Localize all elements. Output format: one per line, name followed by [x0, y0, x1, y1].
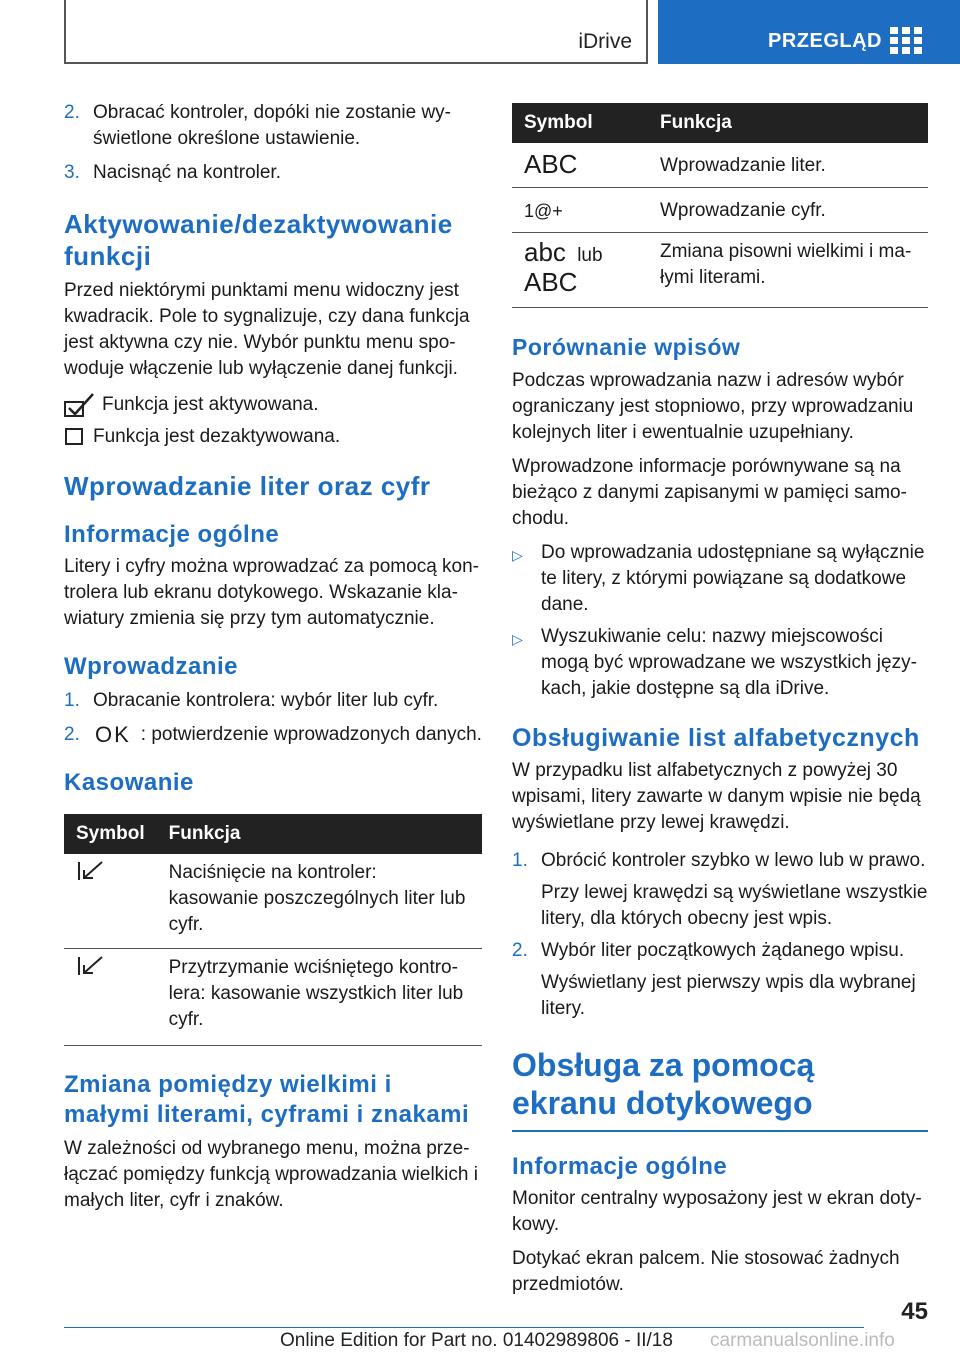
grid-icon	[890, 27, 922, 55]
inactive-label: Funkcja jest dezaktywowana.	[93, 426, 341, 447]
heading-wprowadzanie: Wprowadzanie	[64, 653, 239, 680]
page-number: 45	[901, 1298, 928, 1325]
checkbox-empty-icon	[64, 426, 86, 448]
list-item	[512, 938, 928, 964]
symbol-table	[512, 103, 928, 308]
table-header: Funkcja	[648, 103, 928, 143]
step-number: 1.	[512, 850, 528, 871]
list-item	[512, 540, 928, 618]
step-text: Wybór liter początkowych żądanego wpisu.	[541, 940, 905, 961]
footer-watermark: carmanualsonline.info	[710, 1330, 895, 1351]
footer-divider	[64, 1327, 864, 1328]
list-item	[64, 100, 482, 152]
lub-text: lub	[577, 245, 603, 266]
step-subtext: Przy lewej krawędzi są wyświetlane wszystkie litery, dla których obecny jest wpis.	[541, 882, 928, 929]
table-header: Symbol	[64, 814, 157, 854]
heading-ekran-dotykowy: Obsługa za pomocą ekranu dotykowego	[512, 1046, 928, 1132]
paragraph: Litery i cyfry można wprowadzać za pomocą kon-trolera lub ekranu dotykowego. Wskazanie kla-wiatury zmienia się przy tym automatycznie.	[64, 556, 479, 629]
footer-edition: Online Edition for Part no. 01402989806 - II/18	[280, 1330, 673, 1351]
inactive-row	[64, 426, 482, 448]
backspace-icon	[76, 955, 106, 977]
header-section-title: iDrive	[578, 30, 632, 53]
active-row	[64, 392, 482, 418]
abc-lower-icon: abc	[524, 237, 566, 267]
abc-upper-icon: ABC	[524, 267, 578, 297]
heading-aktywowanie: Aktywowanie/dezaktywowanie funkcji	[64, 209, 453, 271]
step-number: 2.	[512, 940, 528, 961]
left-column	[64, 100, 482, 1214]
table-row	[64, 854, 482, 949]
step-number: 1.	[64, 690, 80, 711]
heading-kasowanie: Kasowanie	[64, 769, 194, 796]
step-text: Obrócić kontroler szybko w lewo lub w prawo.	[541, 850, 926, 871]
paragraph: Przed niektórymi punktami menu widoczny jest kwadracik. Pole to sygnalizuje, czy dana funkcja jest aktywna czy nie. Wybór punktu menu spo-woduje włączenie lub wyłączenie danej funkcji.	[64, 280, 470, 379]
table-row	[512, 143, 928, 188]
step-number: 3.	[64, 162, 80, 183]
backspace-icon	[76, 860, 106, 882]
heading-porownanie: Porównanie wpisów	[512, 334, 741, 360]
paragraph: Podczas wprowadzania nazw i adresów wybór ograniczany jest stopniowo, przy wprowadzaniu kolejnych liter i ewentualnie uzupełniany.	[512, 370, 914, 443]
step-text: : potwierdzenie wprowadzonych danych.	[140, 724, 482, 745]
paragraph: Monitor centralny wyposażony jest w ekran doty-kowy.	[512, 1188, 922, 1235]
heading-informacje: Informacje ogólne	[512, 1153, 728, 1180]
kasowanie-table	[64, 814, 482, 1046]
bullet-triangle-icon: ▷	[512, 547, 523, 563]
list-item	[64, 688, 482, 714]
heading-wprowadzanie-liter: Wprowadzanie liter oraz cyfr	[64, 471, 431, 501]
table-header: Symbol	[512, 103, 648, 143]
paragraph: Dotykać ekran palcem. Nie stosować żadnych przedmiotów.	[512, 1248, 900, 1295]
table-cell: Naciśnięcie na kontroler: kasowanie poszczególnych liter lub cyfr.	[157, 854, 482, 949]
checkbox-checked-icon	[64, 392, 96, 418]
list-item	[64, 722, 482, 748]
symbol-cell	[64, 949, 157, 1046]
list-item	[512, 848, 928, 874]
step-text: Obracanie kontrolera: wybór liter lub cyfr.	[93, 690, 439, 711]
table-row	[512, 188, 928, 233]
bullet-text: Wyszukiwanie celu: nazwy miejscowości mogą być wprowadzane we wszystkich języ-kach, jakie dostępne są dla iDrive.	[541, 626, 917, 699]
table-cell: Wprowadzanie cyfr.	[648, 188, 928, 233]
ok-icon: OK	[95, 722, 131, 747]
step-number: 2.	[64, 724, 80, 745]
table-row	[512, 233, 928, 308]
header-section-box	[64, 0, 648, 64]
table-cell: Przytrzymanie wciśniętego kontro-lera: kasowanie wszystkich liter lub cyfr.	[157, 949, 482, 1046]
paragraph: W przypadku list alfabetycznych z powyżej 30 wpisami, litery zawarte w danym wpisie nie będą wyświetlane przy lewej krawędzi.	[512, 760, 921, 833]
active-label: Funkcja jest aktywowana.	[102, 394, 319, 415]
overview-label: PRZEGLĄD	[768, 30, 882, 52]
heading-zmiana: Zmiana pomiędzy wielkimi i małymi literami, cyframi i znakami	[64, 1071, 470, 1128]
symbol-cell	[512, 233, 648, 308]
bullet-text: Do wprowadzania udostępniane są wyłącznie te litery, z którymi powiązane są dodatkowe dane.	[541, 542, 925, 615]
table-cell: Zmiana pisowni wielkimi i ma-łymi literami.	[648, 233, 928, 308]
overview-nav-button[interactable]	[658, 0, 960, 64]
table-cell: Wprowadzanie liter.	[648, 143, 928, 188]
list-item	[64, 160, 482, 186]
abc-upper-icon: ABC	[512, 143, 648, 188]
heading-informacje: Informacje ogólne	[64, 521, 280, 548]
digits-symbols-icon: 1@+	[512, 188, 648, 233]
heading-listy-alfabetyczne: Obsługiwanie list alfabetycznych	[512, 724, 920, 752]
paragraph: Wprowadzone informacje porównywane są na bieżąco z danymi zapisanymi w pamięci samo-chodu.	[512, 456, 907, 529]
step-text: Nacisnąć na kontroler.	[93, 162, 281, 183]
list-item	[512, 624, 928, 702]
step-number: 2.	[64, 102, 80, 123]
paragraph: W zależności od wybranego menu, można prze-łączać pomiędzy funkcją wprowadzania wielkich i małych liter, cyfr i znaków.	[64, 1138, 478, 1211]
step-text: Obracać kontroler, dopóki nie zostanie wy- świetlone określone ustawienie.	[93, 102, 452, 149]
symbol-cell	[64, 854, 157, 949]
table-row	[64, 949, 482, 1046]
step-subtext: Wyświetlany jest pierwszy wpis dla wybranej litery.	[541, 972, 916, 1019]
bullet-triangle-icon: ▷	[512, 631, 523, 647]
right-column	[512, 103, 928, 1298]
table-header: Funkcja	[157, 814, 482, 854]
